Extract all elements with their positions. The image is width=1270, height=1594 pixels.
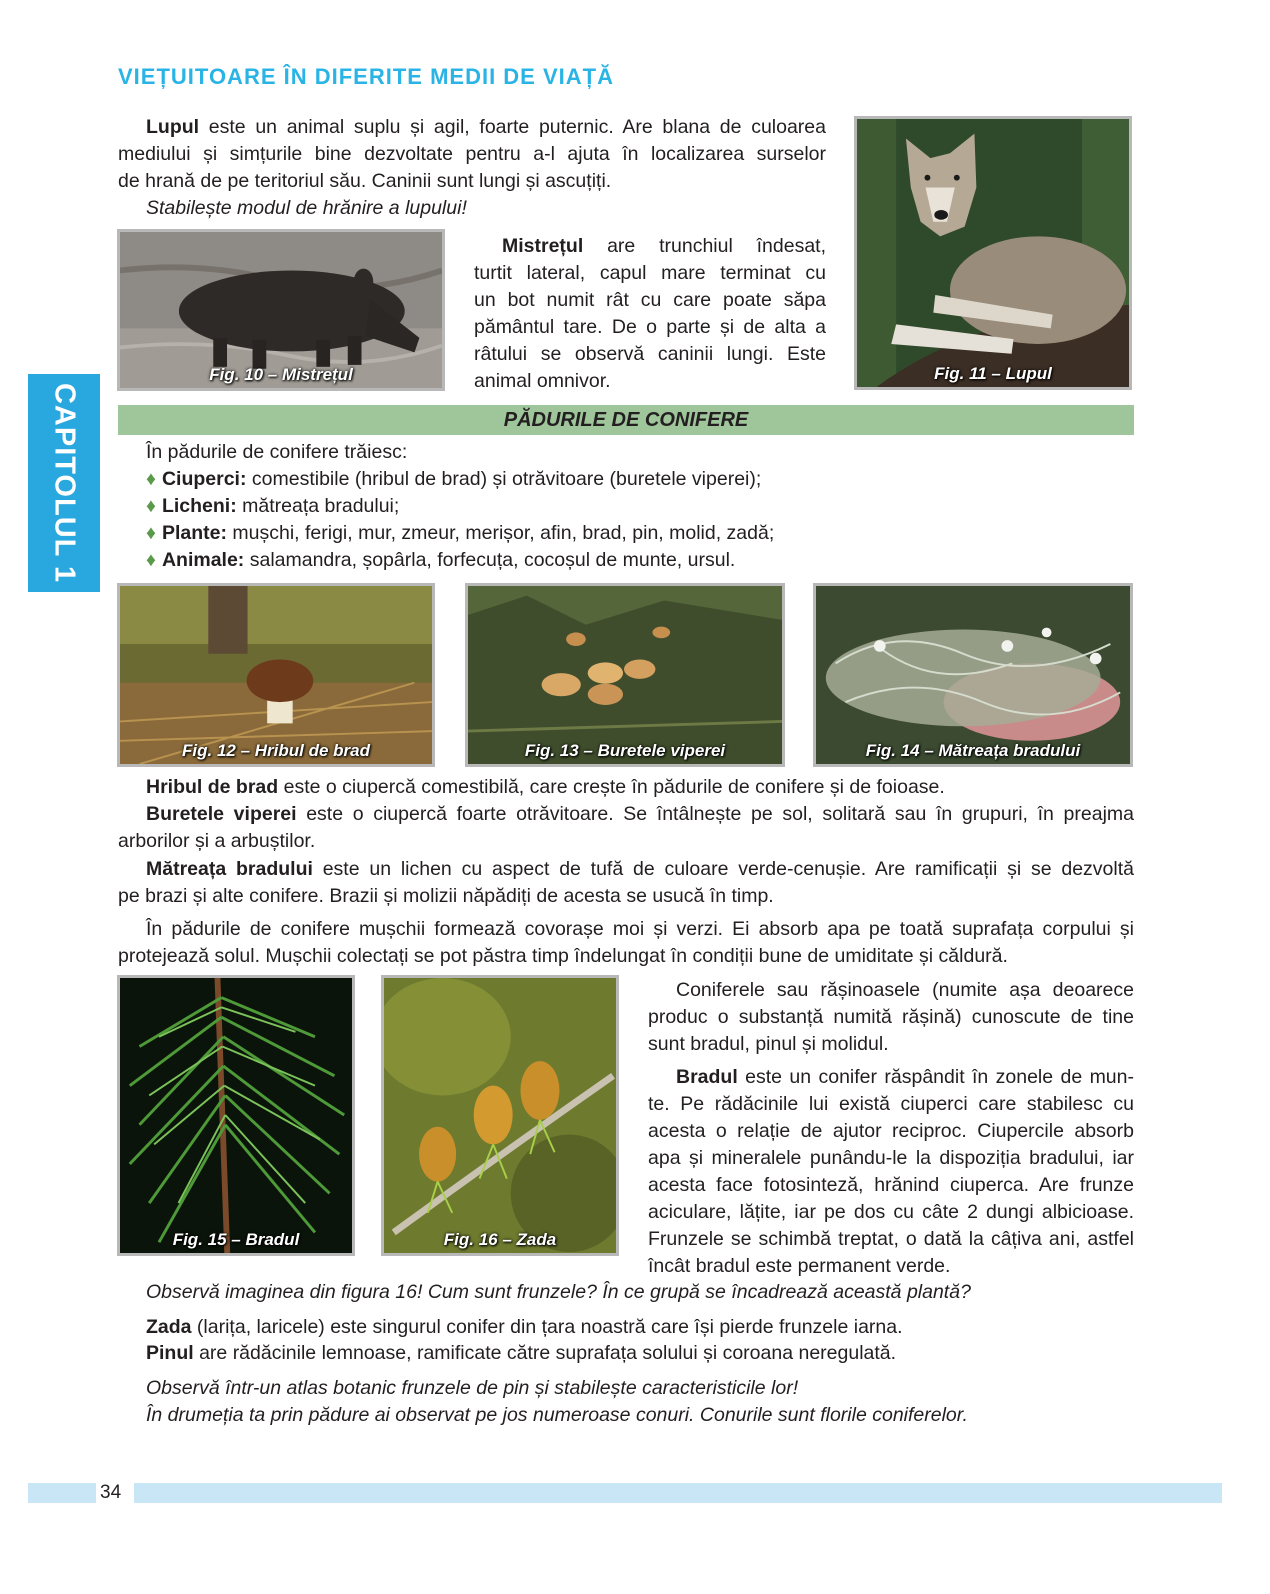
lupul-term: Lupul: [146, 116, 200, 138]
zada-term: Zada: [146, 1316, 192, 1338]
hribul-term: Hribul de brad: [146, 776, 279, 798]
coniferele-line-2: produc o substanță numită rășină) cunoscute de tine: [648, 1006, 1134, 1028]
bullet-icon: ♦: [146, 468, 156, 490]
wolf-image: [857, 119, 1129, 387]
buretele-line-2: arborilor și a arbuștilor.: [118, 830, 316, 852]
chapter-tab-label: CAPITOLUL 1: [48, 382, 81, 584]
page-number: 34: [100, 1482, 122, 1503]
matreata-line-1: Mătreața bradului este un lichen cu aspect de tufă de culoare verde-cenușie. Are ramificații și se dezvoltă: [146, 858, 1134, 880]
bradul-line-3: acesta o relație de ajutor reciproc. Ciupercile absorb: [648, 1120, 1134, 1142]
cones-statement: În drumeția ta prin pădure ai observat pe jos numeroase conuri. Conurile sunt florile coniferelor.: [146, 1404, 968, 1426]
atlas-question: Observă într-un atlas botanic frunzele de pin și stabilește caracteristicile lor!: [146, 1377, 799, 1399]
footer-bar-right: [134, 1483, 1222, 1503]
lichen-image: [816, 586, 1130, 764]
figure-mistretul: [117, 229, 445, 391]
figure-bradul: [117, 975, 355, 1256]
figure-zada: [381, 975, 619, 1256]
mistretul-term: Mistrețul: [502, 235, 584, 257]
chapter-header: VIEȚUITOARE ÎN DIFERITE MEDII DE VIAȚĂ: [118, 64, 614, 89]
figure-hribul: [117, 583, 435, 767]
zada-paragraph: Zada (larița, laricele) este singurul conifer din țara noastră care își pierde frunzele iarna.: [146, 1316, 903, 1338]
lupul-line-1: Lupul este un animal suplu și agil, foarte puternic. Are blana de culoarea: [146, 116, 826, 138]
figure-lupul: [854, 116, 1132, 390]
lupul-question: Stabilește modul de hrănire a lupului!: [146, 197, 467, 219]
bradul-line-7: Frunzele se schimbă treptat, o dată la câțiva ani, astfel: [648, 1228, 1134, 1250]
lupul-line-3: de hrană de pe teritoriul său. Caninii sunt lungi și ascuțiți.: [118, 170, 612, 192]
bradul-term: Bradul: [676, 1066, 738, 1088]
mistretul-line-4: pământul tare. De o parte și de alta a: [474, 316, 826, 338]
coniferele-line-1: Coniferele sau rășinoasele (numite așa deoarece: [676, 979, 1134, 1001]
buretele-line-1: Buretele viperei este o ciupercă foarte otrăvitoare. Se întâlnește pe sol, solitară sau în grupuri, în preajma: [146, 803, 1134, 825]
bullet-icon: ♦: [146, 522, 156, 544]
pinul-paragraph: Pinul are rădăcinile lemnoase, ramificate către suprafața solului și coroana neregulată.: [146, 1342, 897, 1364]
caption-fig12: Fig. 12 – Hribul de brad: [182, 741, 370, 760]
figure16-question: Observă imaginea din figura 16! Cum sunt frunzele? În ce grupă se încadrează această plantă?: [146, 1281, 971, 1303]
lupul-line-2: mediului și simțurile bine dezvoltate pentru a-l ajuta în localizarea surselor: [118, 143, 826, 165]
figure-buretele-viperei: [465, 583, 785, 767]
mistretul-line-5: râtului se observă caninii lungi. Este: [474, 343, 826, 365]
section-title-banner: PĂDURILE DE CONIFERE: [118, 405, 1134, 435]
mistretul-line-3: un bot numit rât cu care poate săpa: [474, 289, 826, 311]
caption-fig14: Fig. 14 – Mătreața bradului: [865, 741, 1081, 760]
caption-fig11: Fig. 11 – Lupul: [934, 364, 1052, 383]
bradul-line-2: te. Pe rădăcinile lui există ciuperci care stabilesc cu: [648, 1093, 1134, 1115]
mistretul-line-2: turtit lateral, capul mare terminat cu: [474, 262, 826, 284]
caption-fig16: Fig. 16 – Zada: [443, 1230, 557, 1249]
buretele-term: Buretele viperei: [146, 803, 297, 825]
muschi-line-2: protejează solul. Mușchii colectați se pot păstra timp îndelungat în condiții bune de umiditate și căldură.: [118, 945, 1008, 967]
larch-cones-image: [384, 978, 616, 1253]
caption-fig13: Fig. 13 – Buretele viperei: [524, 741, 726, 760]
bullet-icon: ♦: [146, 549, 156, 571]
bradul-line-8: încât bradul este permanent verde.: [648, 1255, 951, 1277]
caption-fig10: Fig. 10 – Mistrețul: [209, 365, 353, 384]
list-item: ♦ Animale: salamandra, șopârla, forfecuța, cocoșul de munte, ursul.: [146, 549, 736, 571]
footer-bar-left: [28, 1483, 96, 1503]
porcini-image: [120, 586, 432, 764]
mistretul-line-1: Mistrețul are trunchiul îndesat,: [502, 235, 826, 257]
bullet-icon: ♦: [146, 495, 156, 517]
pinul-term: Pinul: [146, 1342, 194, 1364]
bradul-line-6: aciculare, lățite, iar pe dos cu câte 2 dungi albicioase.: [648, 1201, 1134, 1223]
conifere-intro: În pădurile de conifere trăiesc:: [146, 441, 408, 463]
matreata-term: Mătreața bradului: [146, 858, 313, 880]
bradul-line-4: apa și mineralele punându-le la dispoziția bradului, iar: [648, 1147, 1134, 1169]
bradul-line-1: Bradul este un conifer răspândit în zonele de mun-: [676, 1066, 1134, 1088]
figure-matreata-bradului: [813, 583, 1133, 767]
list-item: ♦ Ciuperci: comestibile (hribul de brad) și otrăvitoare (buretele viperei);: [146, 468, 762, 490]
mistretul-line-6: animal omnivor.: [474, 370, 611, 392]
list-item: ♦ Licheni: mătreața bradului;: [146, 495, 400, 517]
caption-fig15: Fig. 15 – Bradul: [172, 1230, 300, 1249]
list-item: ♦ Plante: mușchi, ferigi, mur, zmeur, merișor, afin, brad, pin, molid, zadă;: [146, 522, 775, 544]
muschi-line-1: În pădurile de conifere mușchii formează covorașe moi și verzi. Ei absorb apa pe toată suprafața corpului și: [146, 918, 1134, 940]
chapter-side-tab: [28, 374, 100, 592]
matreata-line-2: pe brazi și alte conifere. Brazii și molizii năpădiți de acesta se usucă în timp.: [118, 885, 774, 907]
mushrooms-image: [468, 586, 782, 764]
fir-branch-image: [120, 978, 352, 1253]
hribul-paragraph: Hribul de brad este o ciupercă comestibilă, care crește în pădurile de conifere și de foioase.: [146, 776, 945, 798]
coniferele-line-3: sunt bradul, pinul și molidul.: [648, 1033, 889, 1055]
bradul-line-5: acesta face fotosinteză, hrănind ciuperca. Are frunze: [648, 1174, 1134, 1196]
